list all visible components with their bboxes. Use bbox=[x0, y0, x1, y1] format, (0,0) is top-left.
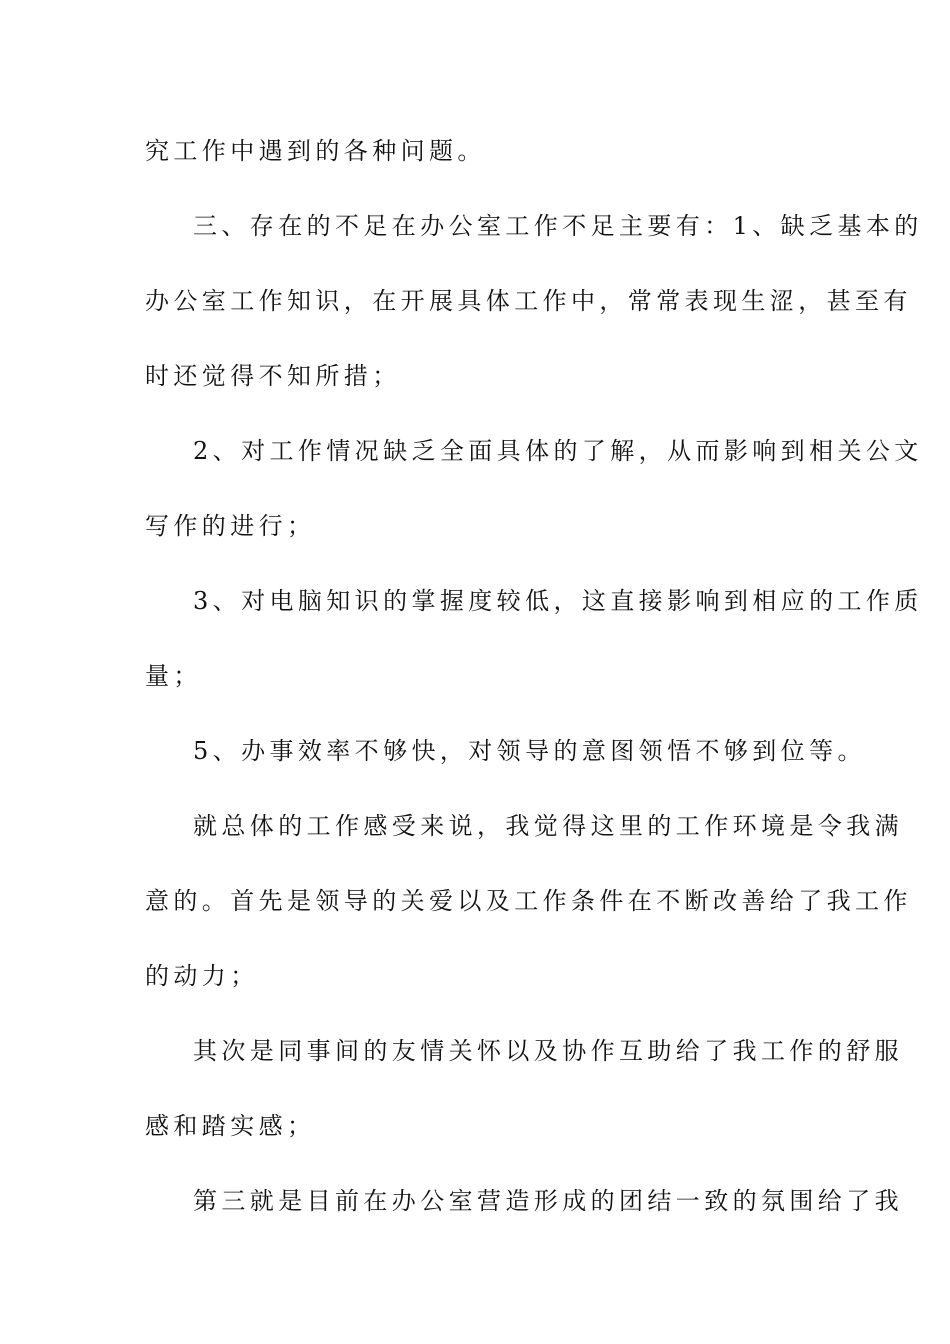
text-line: 感和踏实感； bbox=[145, 1112, 316, 1140]
text-line: 写作的进行； bbox=[145, 512, 316, 540]
text-line: 究工作中遇到的各种问题。 bbox=[145, 137, 486, 165]
text-line: 的动力； bbox=[145, 962, 259, 990]
text-line: 第三就是目前在办公室营造形成的团结一致的氛围给了我 bbox=[193, 1187, 903, 1215]
text-line: 三、存在的不足在办公室工作不足主要有：1、缺乏基本的 bbox=[193, 212, 923, 240]
text-line: 时还觉得不知所措； bbox=[145, 362, 401, 390]
text-line: 量； bbox=[145, 662, 202, 690]
text-line: 就总体的工作感受来说，我觉得这里的工作环境是令我满 bbox=[193, 812, 903, 840]
text-line: 3、对电脑知识的掌握度较低，这直接影响到相应的工作质 bbox=[193, 587, 923, 615]
text-line: 2、对工作情况缺乏全面具体的了解，从而影响到相关公文 bbox=[193, 437, 923, 465]
text-line: 其次是同事间的友情关怀以及协作互助给了我工作的舒服 bbox=[193, 1037, 903, 1065]
text-line: 办公室工作知识，在开展具体工作中，常常表现生涩，甚至有 bbox=[145, 287, 912, 315]
text-line: 意的。首先是领导的关爱以及工作条件在不断改善给了我工作 bbox=[145, 887, 912, 915]
text-line: 5、办事效率不够快，对领导的意图领悟不够到位等。 bbox=[193, 737, 866, 765]
